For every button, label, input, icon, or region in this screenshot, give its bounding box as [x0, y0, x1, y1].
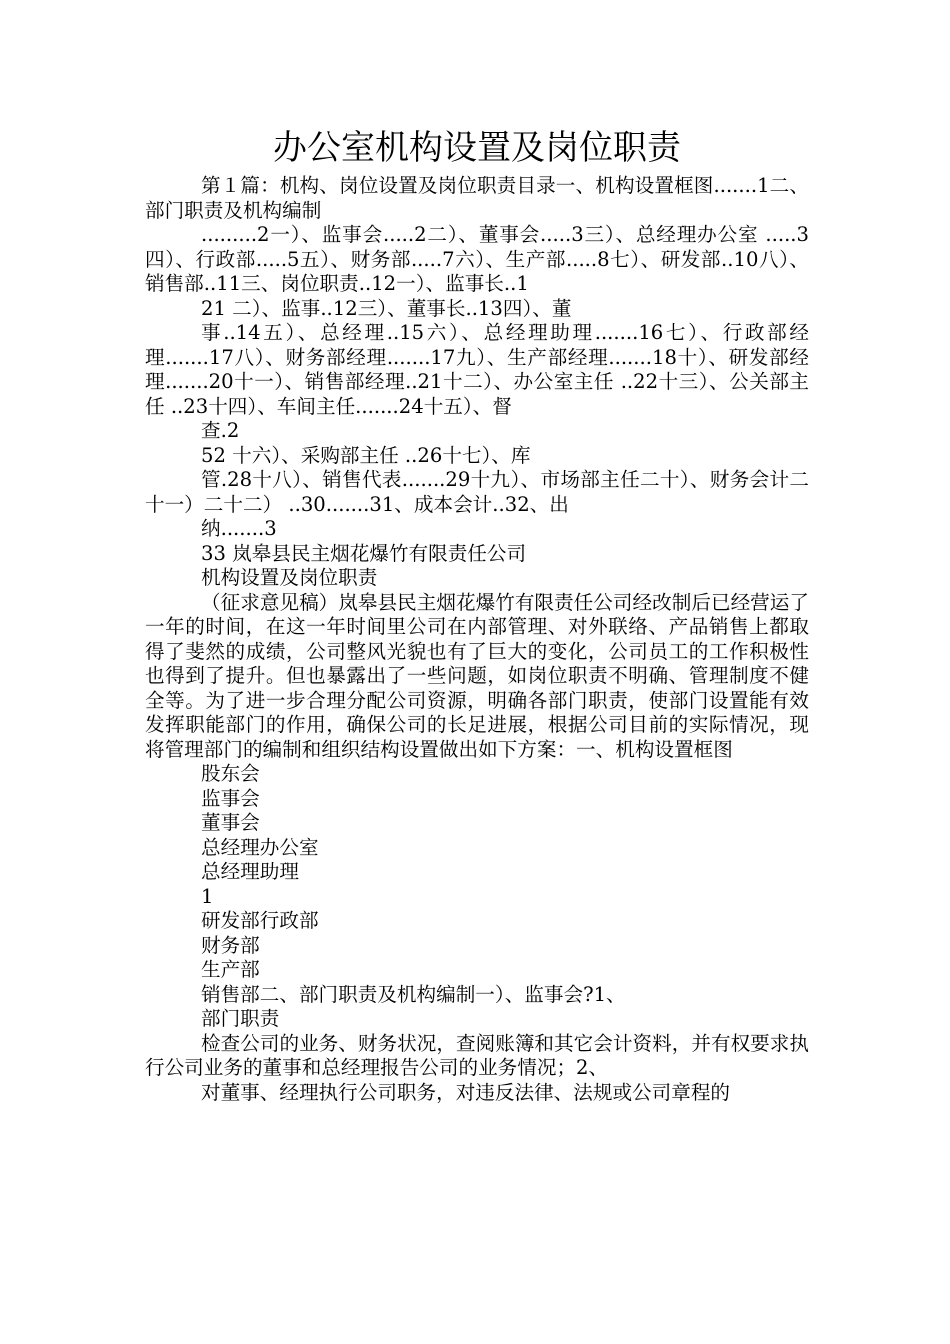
org-chart-label: 董事会: [201, 811, 260, 834]
org-chart-label: 监事会: [201, 786, 260, 810]
paragraph: 对董事、经理执行公司职务，对违反法律、法规或公司章程的: [201, 1080, 731, 1104]
paragraph: 机构设置及岗位职责: [201, 566, 378, 589]
document-title: 办公室机构设置及岗位职责: [273, 128, 681, 168]
org-chart-label: 股东会: [201, 762, 260, 785]
document-page: [145, 0, 809, 1344]
paragraph: 销售部二、部门职责及机构编制一）、监事会?1、: [201, 982, 626, 1006]
page-number: 1: [201, 884, 214, 908]
org-chart-label: 生产部: [201, 958, 260, 981]
paragraph: 第１篇：机构、岗位设置及岗位职责目录一、机构设置框图.......1二、部门职责及机构编制: [145, 174, 809, 222]
paragraph: 52 十六）、采购部主任 ..26十七）、库: [201, 443, 531, 467]
paragraph: （征求意见稿）岚皋县民主烟花爆竹有限责任公司经改制后已经营运了一年的时间，在这一年时间里公司在内部管理、对外联络、产品销售上都取得了斐然的成绩，公司整风光貌也有了巨大的变化，公司员工的工作积极性也得到了提升。但也暴露出了一些问题，如岗位职责不明确、管理制度不健全等。为了进一步合理分配公司资源，明确各部门职责，使部门设置能有效发挥职能部门的作用，确保公司的长足进展，根据公司目前的实际情况，现将管理部门的编制和组织结构设置做出如下方案：一、机构设置框图: [145, 590, 809, 761]
paragraph: 管.28十八）、销售代表.......29十九）、市场部主任二十）、财务会计二十一）二十二） ..30.......31、成本会计..32、出: [145, 468, 809, 516]
org-chart-label: 总经理办公室: [201, 835, 319, 859]
org-chart-label: 研发部行政部: [201, 909, 319, 932]
document-body: [145, 174, 809, 1105]
paragraph: .........2一）、监事会.....2二）、董事会.....3三）、总经理办公室 .....3四）、行政部.....5五）、财务部.....7六）、生产部.....8七）、研发部..10八）、销售部..11三、岗位职责..12一）、监事长..1: [145, 223, 809, 295]
paragraph: 21 二）、监事..12三）、董事长..13四）、董: [201, 296, 572, 320]
org-chart-label: 总经理助理: [201, 860, 299, 883]
paragraph: 纳.......3: [201, 517, 277, 540]
paragraph: 检查公司的业务、财务状况，查阅账簿和其它会计资料，并有权要求执行公司业务的董事和总经理报告公司的业务情况；2、: [145, 1031, 809, 1079]
paragraph: 33 岚皋县民主烟花爆竹有限责任公司: [201, 541, 527, 565]
paragraph: 部门职责: [201, 1007, 280, 1030]
paragraph: 查.2: [201, 419, 240, 442]
paragraph: 事..14五）、总经理..15六）、总经理助理.......16七）、行政部经理.......17八）、财务部经理.......17九）、生产部经理.......18十）、研发部经理.......20十一）、销售部经理..21十二）、办公室主任 ..22十三）、公关部主任 ..23十四）、车间主任.......24十五）、督: [145, 321, 809, 418]
org-chart-label: 财务部: [201, 933, 260, 957]
